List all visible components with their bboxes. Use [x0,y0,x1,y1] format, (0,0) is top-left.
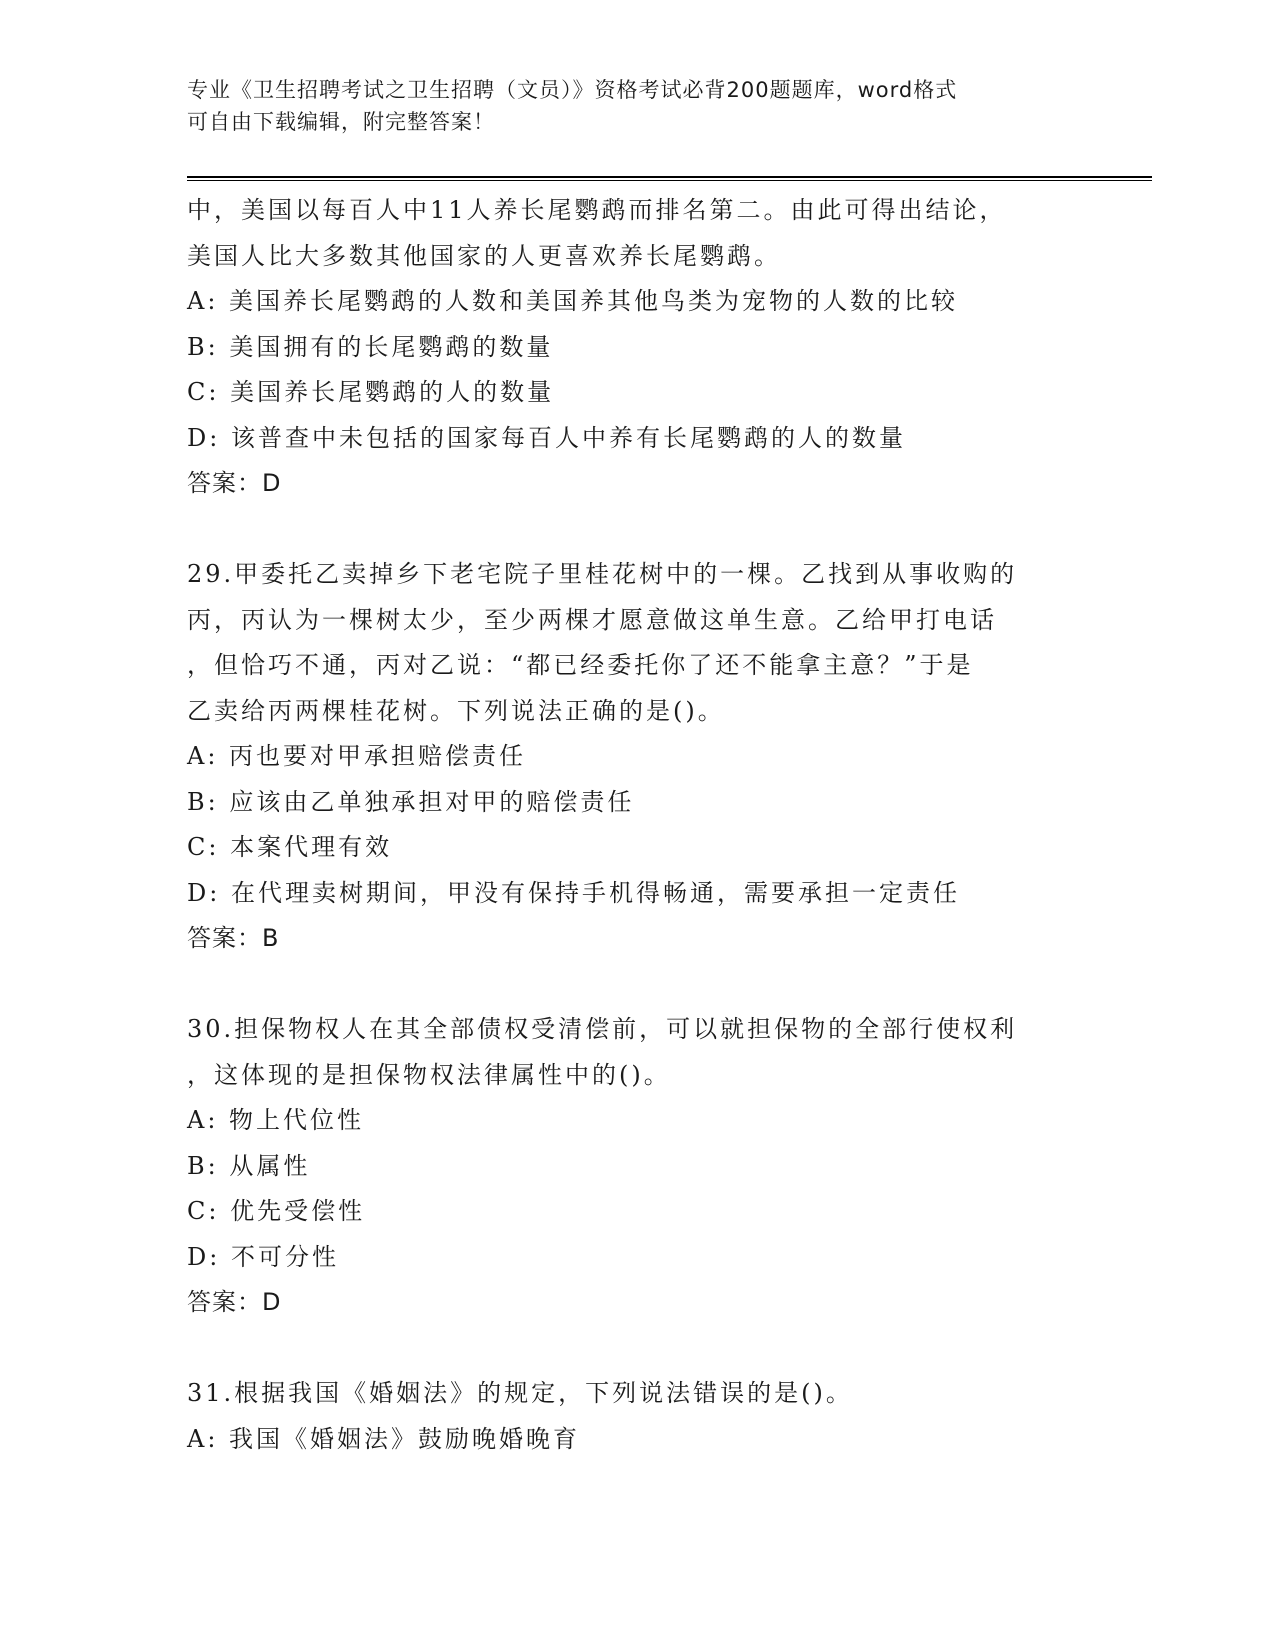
option-b: B: 应该由乙单独承担对甲的赔偿责任 [187,787,635,816]
spacer [187,1326,1087,1372]
header-title-line-2: 可自由下载编辑，附完整答案！ [187,110,495,134]
question-stem-line: 丙，丙认为一棵树太少，至少两棵才愿意做这单生意。乙给甲打电话 [187,605,997,634]
question-stem-line: 美国人比大多数其他国家的人更喜欢养长尾鹦鹉。 [187,241,781,270]
spacer [187,962,1087,1008]
option-d: D: 不可分性 [187,1242,339,1271]
option-a: A: 我国《婚姻法》鼓励晚婚晚育 [187,1424,581,1453]
question-31 [187,1371,1087,1462]
question-stem-line: 29.甲委托乙卖掉乡下老宅院子里桂花树中的一棵。乙找到从事收购的 [187,560,1018,588]
question-stem-line: ，但恰巧不通，丙对乙说：“都已经委托你了还不能拿主意？”于是 [187,651,974,679]
question-29 [187,552,1087,962]
option-b: B: 从属性 [187,1151,311,1180]
option-a: A: 丙也要对甲承担赔偿责任 [187,742,527,770]
option-b: B: 美国拥有的长尾鹦鹉的数量 [187,332,554,361]
option-a: A: 美国养长尾鹦鹉的人数和美国养其他鸟类为宠物的人数的比较 [187,287,959,315]
page-header [187,74,1087,138]
spacer [187,507,1087,553]
header-title-line-1: 专业《卫生招聘考试之卫生招聘（文员）》资格考试必背200题题库，word格式 [187,78,958,102]
option-c: C: 本案代理有效 [187,833,393,861]
answer-line: 答案：B [187,924,280,952]
question-stem-line: 中，美国以每百人中11人养长尾鹦鹉而排名第二。由此可得出结论， [187,196,1007,224]
option-c: C: 优先受偿性 [187,1197,366,1225]
question-stem-line: ，这体现的是担保物权法律属性中的()。 [187,1060,671,1089]
option-d: D: 在代理卖树期间，甲没有保持手机得畅通，需要承担一定责任 [187,878,960,907]
question-stem-line: 31.根据我国《婚姻法》的规定，下列说法错误的是()。 [187,1379,853,1407]
document-body [187,188,1087,1462]
option-a: A: 物上代位性 [187,1106,365,1134]
answer-line: 答案：D [187,469,282,497]
option-c: C: 美国养长尾鹦鹉的人的数量 [187,378,555,406]
header-divider [187,176,1152,181]
question-stem-line: 乙卖给丙两棵桂花树。下列说法正确的是()。 [187,696,725,725]
answer-line: 答案：D [187,1288,282,1316]
question-continued [187,188,1087,507]
option-d: D: 该普查中未包括的国家每百人中养有长尾鹦鹉的人的数量 [187,423,906,452]
question-stem-line: 30.担保物权人在其全部债权受清偿前，可以就担保物的全部行使权利 [187,1015,1018,1043]
question-30 [187,1007,1087,1326]
